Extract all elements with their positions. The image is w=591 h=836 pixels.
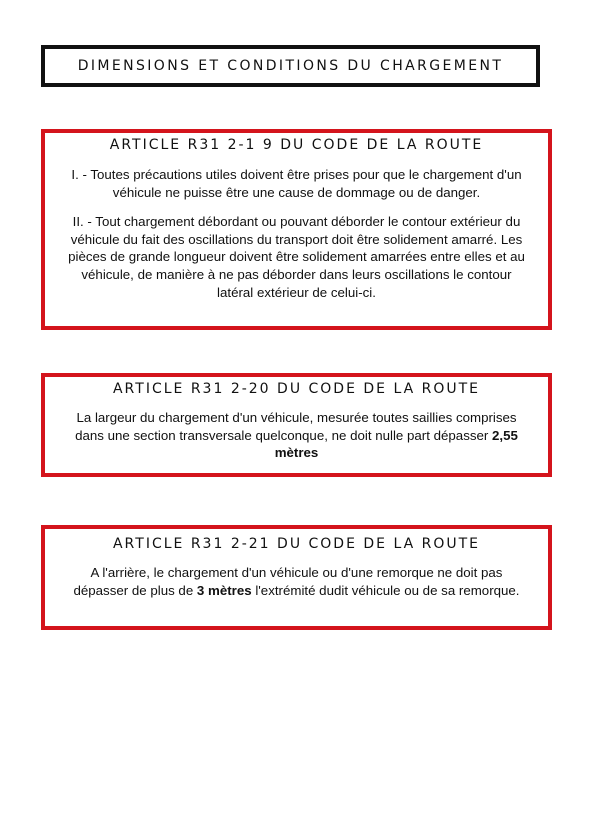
article-paragraph xyxy=(45,409,548,462)
article-paragraph: II. - Tout chargement débordant ou pouvant déborder le contour extérieur du véhicule du fait des oscillations du transport doit être solidement amarré. Les pièces de grande longueur doivent être solidement amarrées entre elles et au véhicule, de manière à ne pas déborder dans leurs oscillations le contour latéral extérieur de celui-ci. xyxy=(68,214,525,300)
article-heading: ARTICLE R31 2-1 9 DU CODE DE LA ROUTE xyxy=(109,137,484,153)
article-r312-21-box xyxy=(41,525,552,630)
article-bold-value: 3 mètres xyxy=(196,582,252,598)
article-heading: ARTICLE R31 2-20 DU CODE DE LA ROUTE xyxy=(112,381,481,397)
article-bold-value: 2,55 mètres xyxy=(274,427,518,461)
article-heading: ARTICLE R31 2-21 DU CODE DE LA ROUTE xyxy=(112,536,481,552)
page-title: DIMENSIONS ET CONDITIONS DU CHARGEMENT xyxy=(77,58,504,74)
article-text: La largeur du chargement d'un véhicule, mesurée toutes saillies comprises dans une section transversale quelconque, ne doit nulle part dépasser xyxy=(75,410,517,443)
article-paragraph: I. - Toutes précautions utiles doivent être prises pour que le chargement d'un véhicule ne puisse être une cause de dommage ou de danger. xyxy=(71,167,522,200)
article-paragraph xyxy=(45,564,548,599)
article-text: l'extrémité dudit véhicule ou de sa remorque. xyxy=(251,582,520,598)
page-title-box xyxy=(41,45,540,87)
article-text: A l'arrière, le chargement d'un véhicule ou d'une remorque ne doit pas dépasser de plus de xyxy=(73,565,503,598)
article-r312-19-box xyxy=(41,129,552,330)
article-r312-20-box xyxy=(41,373,552,477)
